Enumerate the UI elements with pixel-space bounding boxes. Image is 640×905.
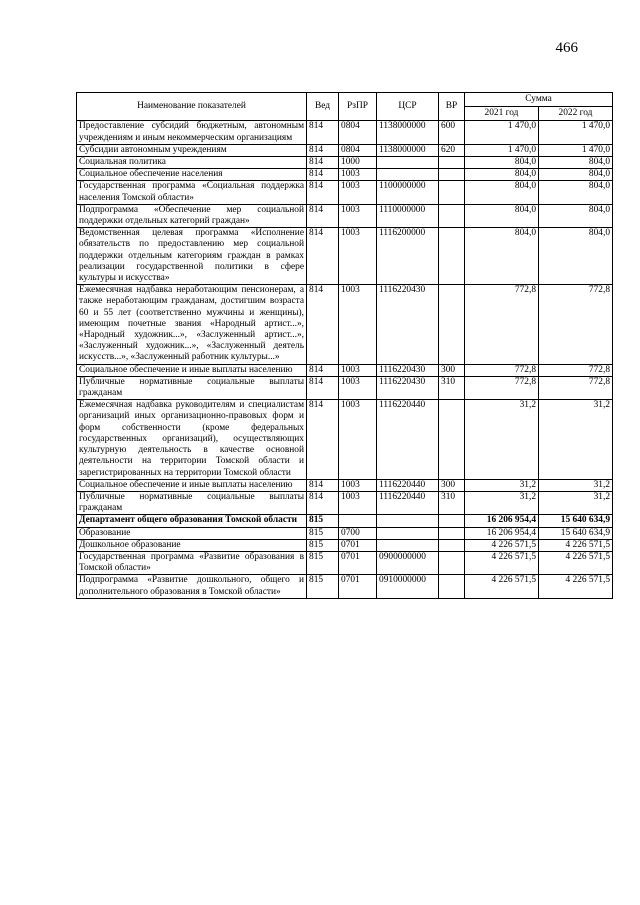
cell-csr [377, 539, 439, 551]
cell-vr: 620 [439, 144, 465, 156]
cell-2021: 31,2 [465, 491, 539, 514]
header-name: Наименование показателей [77, 93, 307, 121]
table-row [77, 157, 613, 169]
table-row [77, 364, 613, 376]
budget-table [76, 92, 613, 599]
cell-2022: 31,2 [539, 400, 613, 479]
cell-2022: 31,2 [539, 491, 613, 514]
cell-rzpr: 1003 [339, 181, 377, 204]
cell-name: Социальное обеспечение и иные выплаты населению [77, 479, 307, 491]
cell-2022: 804,0 [539, 169, 613, 181]
cell-2021: 1 470,0 [465, 144, 539, 156]
cell-vr: 310 [439, 491, 465, 514]
cell-rzpr: 0804 [339, 144, 377, 156]
header-2022: 2022 год [539, 107, 613, 121]
cell-csr: 1100000000 [377, 181, 439, 204]
cell-csr: 1116220430 [377, 364, 439, 376]
cell-rzpr: 0701 [339, 575, 377, 598]
cell-csr: 1116220440 [377, 479, 439, 491]
cell-vr [439, 204, 465, 227]
cell-ved: 814 [307, 364, 339, 376]
cell-2021: 804,0 [465, 228, 539, 285]
cell-rzpr: 1003 [339, 204, 377, 227]
cell-ved: 814 [307, 479, 339, 491]
page-number: 466 [555, 40, 578, 56]
header-2021: 2021 год [465, 107, 539, 121]
table-row [77, 479, 613, 491]
cell-csr: 1116220440 [377, 491, 439, 514]
cell-2022: 772,8 [539, 285, 613, 364]
cell-ved: 815 [307, 539, 339, 551]
cell-ved: 814 [307, 169, 339, 181]
cell-rzpr: 1003 [339, 228, 377, 285]
cell-csr [377, 157, 439, 169]
cell-ved: 815 [307, 527, 339, 539]
cell-rzpr: 1003 [339, 491, 377, 514]
cell-vr [439, 551, 465, 574]
cell-ved: 814 [307, 376, 339, 399]
cell-ved: 814 [307, 144, 339, 156]
header-sum: Сумма [465, 93, 613, 107]
cell-name: Социальное обеспечение населения [77, 169, 307, 181]
cell-2022: 4 226 571,5 [539, 539, 613, 551]
cell-vr [439, 157, 465, 169]
cell-2022: 31,2 [539, 479, 613, 491]
header-ved: Вед [307, 93, 339, 121]
cell-csr: 1110000000 [377, 204, 439, 227]
cell-vr [439, 575, 465, 598]
cell-2022: 804,0 [539, 204, 613, 227]
cell-rzpr: 1000 [339, 157, 377, 169]
cell-name: Субсидии автономным учреждениям [77, 144, 307, 156]
table-row [77, 575, 613, 598]
cell-name: Ежемесячная надбавка руководителям и специалистам организаций иных организационно-правовых форм и форм собственности (кроме федеральных государственных организаций), осуществляющих культурную деятельность в качестве основной деятельности на территории Томской области и зарегистрированных на территории Томской области [77, 400, 307, 479]
cell-2022: 772,8 [539, 364, 613, 376]
table-row [77, 228, 613, 285]
cell-rzpr [339, 515, 377, 527]
table-row [77, 121, 613, 144]
cell-csr [377, 515, 439, 527]
cell-2022: 1 470,0 [539, 121, 613, 144]
cell-2021: 4 226 571,5 [465, 551, 539, 574]
cell-name: Подпрограмма «Обеспечение мер социальной поддержки отдельных категорий граждан» [77, 204, 307, 227]
table-row [77, 527, 613, 539]
cell-vr: 300 [439, 479, 465, 491]
cell-2021: 772,8 [465, 364, 539, 376]
cell-2022: 1 470,0 [539, 144, 613, 156]
cell-name: Публичные нормативные социальные выплаты гражданам [77, 376, 307, 399]
header-csr: ЦСР [377, 93, 439, 121]
cell-2021: 16 206 954,4 [465, 515, 539, 527]
table-row [77, 376, 613, 399]
header-vr: ВР [439, 93, 465, 121]
cell-csr: 0900000000 [377, 551, 439, 574]
cell-ved: 815 [307, 515, 339, 527]
table-row [77, 169, 613, 181]
table-row [77, 204, 613, 227]
cell-ved: 814 [307, 491, 339, 514]
cell-vr [439, 285, 465, 364]
table-row [77, 285, 613, 364]
cell-ved: 814 [307, 204, 339, 227]
cell-ved: 814 [307, 228, 339, 285]
cell-rzpr: 0701 [339, 551, 377, 574]
cell-csr: 1116220430 [377, 285, 439, 364]
cell-name: Ежемесячная надбавка неработающим пенсионерам, а также неработающим гражданам, достигшим возраста 60 и 55 лет (соответственно мужчины и женщины), имеющим почетные звания «Народный артист...», «Народный художник...», «Заслуженный артист...», «Заслуженный художник...», «Заслуженный деятель искусств...», «Заслуженный работник культуры...» [77, 285, 307, 364]
table-row [77, 144, 613, 156]
table-row [77, 491, 613, 514]
cell-name: Подпрограмма «Развитие дошкольного, общего и дополнительного образования в Томской области» [77, 575, 307, 598]
cell-2021: 31,2 [465, 400, 539, 479]
table-row [77, 181, 613, 204]
cell-name: Государственная программа «Социальная поддержка населения Томской области» [77, 181, 307, 204]
cell-rzpr: 1003 [339, 285, 377, 364]
cell-csr [377, 169, 439, 181]
cell-name: Социальное обеспечение и иные выплаты населению [77, 364, 307, 376]
cell-vr [439, 228, 465, 285]
cell-vr: 300 [439, 364, 465, 376]
table-row [77, 400, 613, 479]
cell-name: Социальная политика [77, 157, 307, 169]
cell-csr: 1116200000 [377, 228, 439, 285]
table-body [77, 121, 613, 598]
cell-2021: 804,0 [465, 157, 539, 169]
cell-ved: 814 [307, 285, 339, 364]
cell-rzpr: 0700 [339, 527, 377, 539]
cell-name: Государственная программа «Развитие образования в Томской области» [77, 551, 307, 574]
cell-vr: 310 [439, 376, 465, 399]
cell-csr: 1138000000 [377, 144, 439, 156]
cell-2022: 772,8 [539, 376, 613, 399]
cell-rzpr: 1003 [339, 364, 377, 376]
cell-name: Предоставление субсидий бюджетным, автономным учреждениям и иным некоммерческим организациям [77, 121, 307, 144]
cell-rzpr: 0701 [339, 539, 377, 551]
cell-ved: 814 [307, 157, 339, 169]
cell-name: Образование [77, 527, 307, 539]
cell-rzpr: 1003 [339, 169, 377, 181]
cell-name: Дошкольное образование [77, 539, 307, 551]
cell-vr [439, 169, 465, 181]
cell-csr: 0910000000 [377, 575, 439, 598]
cell-csr: 1138000000 [377, 121, 439, 144]
cell-rzpr: 1003 [339, 376, 377, 399]
cell-rzpr: 1003 [339, 400, 377, 479]
cell-ved: 814 [307, 400, 339, 479]
cell-ved: 815 [307, 575, 339, 598]
cell-vr [439, 539, 465, 551]
cell-vr [439, 527, 465, 539]
cell-2022: 804,0 [539, 228, 613, 285]
cell-2022: 15 640 634,9 [539, 527, 613, 539]
cell-2021: 804,0 [465, 204, 539, 227]
cell-2021: 804,0 [465, 181, 539, 204]
cell-name: Ведомственная целевая программа «Исполнение обязательств по предоставлению мер социальной поддержки отдельным категориям граждан в рамках реализации государственной политики в сфере культуры и искусства» [77, 228, 307, 285]
cell-2021: 804,0 [465, 169, 539, 181]
table-row [77, 515, 613, 527]
table-row [77, 539, 613, 551]
cell-2022: 4 226 571,5 [539, 575, 613, 598]
cell-2021: 772,8 [465, 285, 539, 364]
cell-ved: 815 [307, 551, 339, 574]
cell-2022: 4 226 571,5 [539, 551, 613, 574]
cell-csr: 1116220430 [377, 376, 439, 399]
cell-2021: 772,8 [465, 376, 539, 399]
cell-2021: 1 470,0 [465, 121, 539, 144]
cell-2021: 4 226 571,5 [465, 539, 539, 551]
header-rzpr: РзПР [339, 93, 377, 121]
cell-rzpr: 1003 [339, 479, 377, 491]
cell-csr: 1116220440 [377, 400, 439, 479]
cell-ved: 814 [307, 181, 339, 204]
cell-2021: 4 226 571,5 [465, 575, 539, 598]
cell-vr [439, 515, 465, 527]
cell-2022: 804,0 [539, 157, 613, 169]
cell-vr [439, 181, 465, 204]
cell-name: Департамент общего образования Томской области [77, 515, 307, 527]
cell-2021: 16 206 954,4 [465, 527, 539, 539]
cell-ved: 814 [307, 121, 339, 144]
cell-csr [377, 527, 439, 539]
cell-rzpr: 0804 [339, 121, 377, 144]
cell-vr [439, 400, 465, 479]
cell-2021: 31,2 [465, 479, 539, 491]
table-row [77, 551, 613, 574]
cell-name: Публичные нормативные социальные выплаты гражданам [77, 491, 307, 514]
cell-2022: 804,0 [539, 181, 613, 204]
table-header-row [77, 93, 613, 107]
cell-2022: 15 640 634,9 [539, 515, 613, 527]
cell-vr: 600 [439, 121, 465, 144]
